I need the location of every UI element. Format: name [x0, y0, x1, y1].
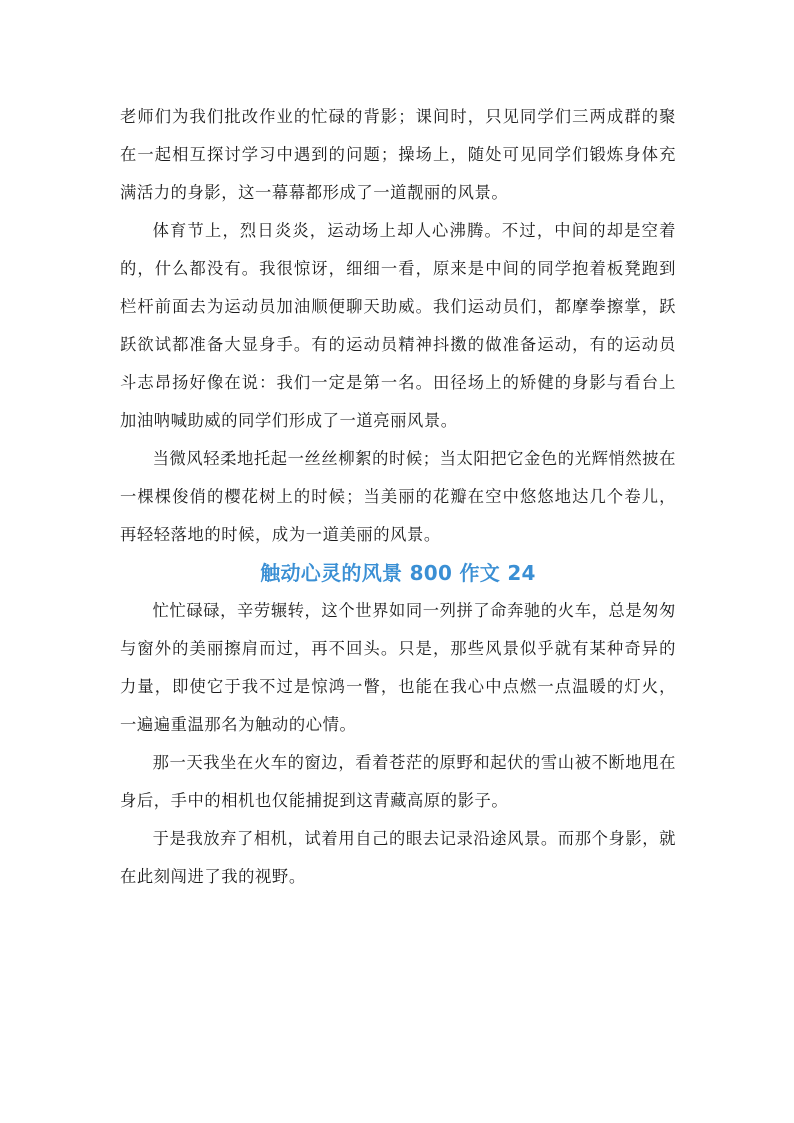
section-heading: 触动心灵的风景 800 作文 24 [260, 561, 536, 585]
paragraph-5: 那一天我坐在火车的窗边，看着苍茫的原野和起伏的雪山被不断地甩在身后，手中的相机也仅能捕捉到这青藏高原的影子。 [120, 753, 676, 810]
paragraph-2: 体育节上，烈日炎炎，运动场上却人心沸腾。不过，中间的却是空着的，什么都没有。我很惊讶，细细一看，原来是中间的同学抱着板凳跑到栏杆前面去为运动员加油顺便聊天助威。我们运动员们，都摩拳擦掌，跃跃欲试都准备大显身手。有的运动员精神抖擞的做准备运动，有的运动员斗志昂扬好像在说：我们一定是第一名。田径场上的矫健的身影与看台上加油呐喊助威的同学们形成了一道亮丽风景。 [120, 221, 676, 430]
document-page [120, 98, 676, 896]
paragraph-4: 忙忙碌碌，辛劳辗转，这个世界如同一列拼了命奔驰的火车，总是匆匆与窗外的美丽擦肩而过，再不回头。只是，那些风景似乎就有某种奇异的力量，即使它于我不过是惊鸿一瞥，也能在我心中点燃一点温暖的灯火，一遍遍重温那名为触动的心情。 [120, 601, 676, 734]
paragraph-6: 于是我放弃了相机，试着用自己的眼去记录沿途风景。而那个身影，就在此刻闯进了我的视野。 [120, 829, 676, 886]
paragraph-3: 当微风轻柔地托起一丝丝柳絮的时候；当太阳把它金色的光辉悄然披在一棵棵俊俏的樱花树上的时候；当美丽的花瓣在空中悠悠地达几个卷儿，再轻轻落地的时候，成为一道美丽的风景。 [120, 449, 676, 544]
paragraph-1: 老师们为我们批改作业的忙碌的背影；课间时，只见同学们三两成群的聚在一起相互探讨学习中遇到的问题；操场上，随处可见同学们锻炼身体充满活力的身影，这一幕幕都形成了一道靓丽的风景。 [120, 107, 676, 202]
